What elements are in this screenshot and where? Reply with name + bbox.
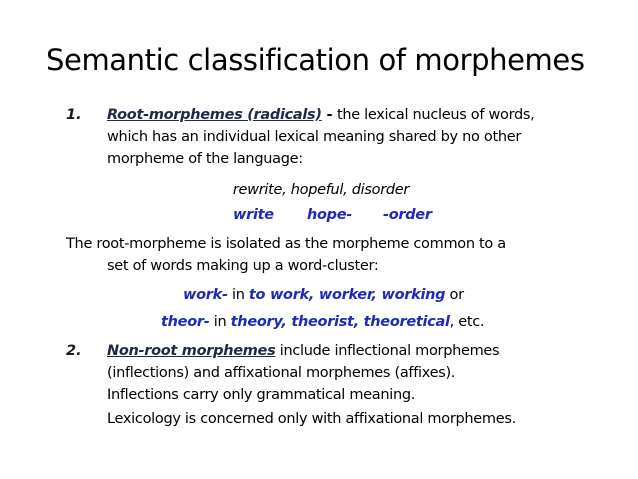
para-example1 bbox=[183, 285, 464, 305]
item1-examples: rewrite, hopeful, disorder bbox=[232, 182, 410, 198]
para-line2: set of words making up a word-cluster: bbox=[107, 258, 379, 274]
item1-line3: morpheme of the language: bbox=[107, 151, 303, 167]
item1-dash: - bbox=[321, 107, 337, 123]
item2-line1 bbox=[107, 341, 499, 361]
item2-line2: (inflections) and affixational morphemes (affixes). bbox=[107, 365, 456, 381]
item2-term: Non-root morphemes bbox=[107, 343, 276, 359]
item1-line1 bbox=[107, 105, 535, 125]
ex2-words: theory, theorist, theoretical bbox=[230, 314, 450, 330]
item2-number: 2. bbox=[66, 343, 82, 359]
item1-term: Root-morphemes (radicals) bbox=[107, 107, 322, 123]
root-order: -order bbox=[383, 207, 432, 223]
ex1-words: to work, worker, working bbox=[248, 287, 446, 303]
item1-line1-rest: the lexical nucleus of words, bbox=[336, 107, 535, 123]
ex2-root: theor- bbox=[161, 314, 210, 330]
item1-number: 1. bbox=[66, 107, 82, 123]
item2-line3: Inflections carry only grammatical meaning. bbox=[107, 387, 416, 403]
item2-line1-rest: include inflectional morphemes bbox=[275, 343, 500, 359]
para-line1: The root-morpheme is isolated as the morpheme common to a bbox=[66, 236, 506, 252]
ex2-in: in bbox=[209, 314, 231, 330]
ex2-end: , etc. bbox=[449, 314, 485, 330]
ex1-root: work- bbox=[183, 287, 228, 303]
root-write: write bbox=[233, 207, 274, 223]
item1-line2: which has an individual lexical meaning shared by no other bbox=[107, 129, 522, 145]
ex1-end: or bbox=[445, 287, 464, 303]
para-example2 bbox=[161, 312, 484, 332]
item2-line4: Lexicology is concerned only with affixational morphemes. bbox=[107, 411, 516, 427]
root-hope: hope- bbox=[307, 207, 353, 223]
ex1-in: in bbox=[227, 287, 249, 303]
slide-title: Semantic classification of morphemes bbox=[46, 43, 585, 77]
